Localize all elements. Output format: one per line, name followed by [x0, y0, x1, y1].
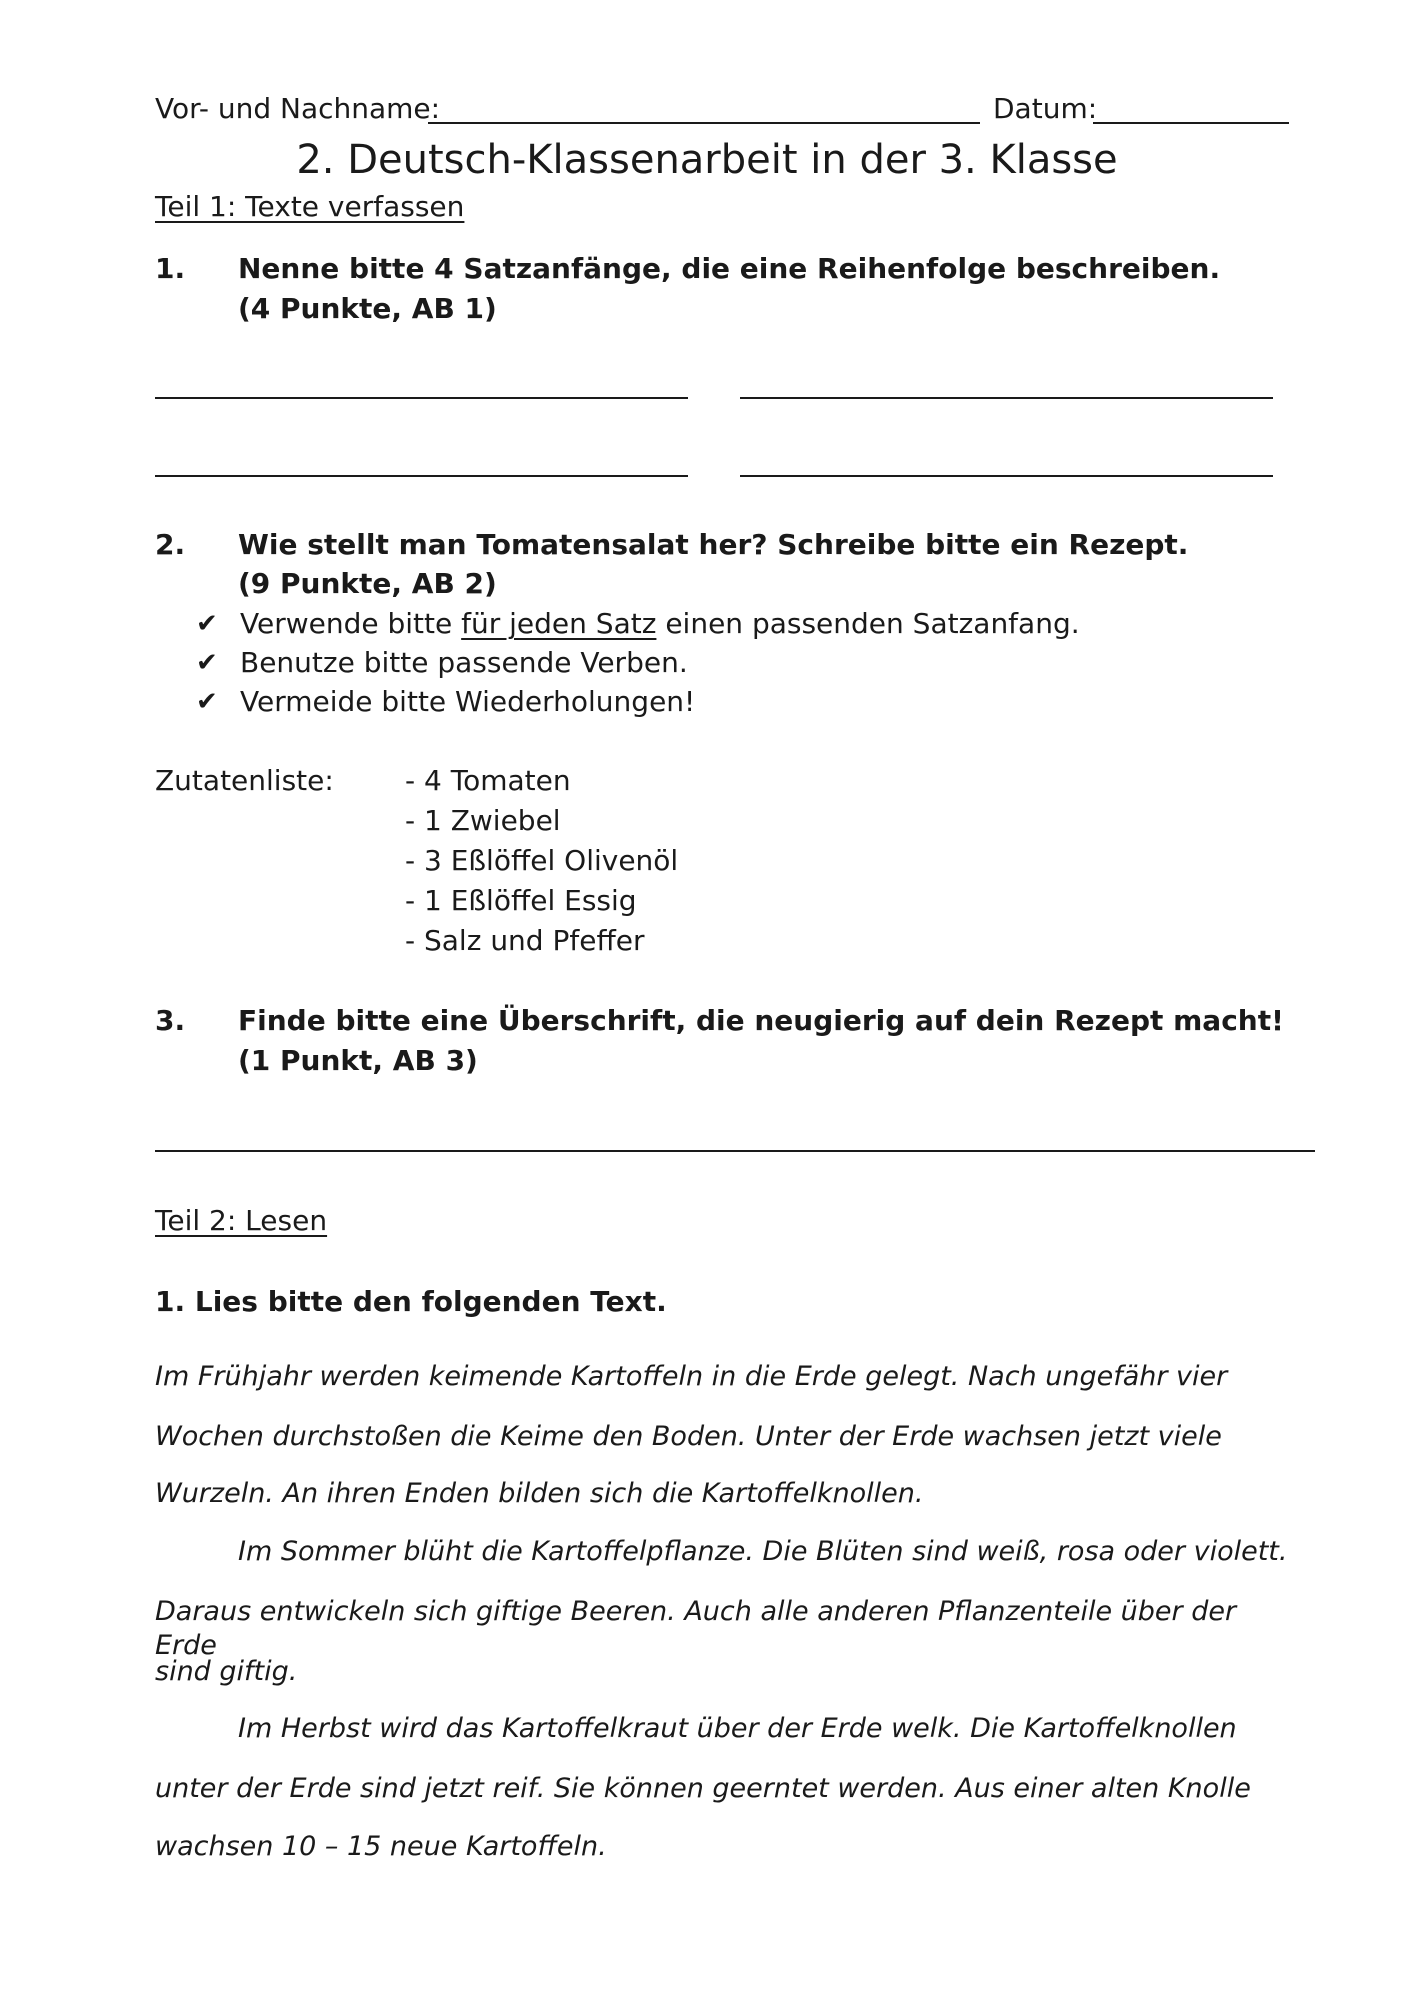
q3-text: Finde bitte eine Überschrift, die neugierig auf dein Rezept macht! [238, 1004, 1284, 1037]
bullet-1-part-b: einen passenden Satzanfang. [656, 607, 1080, 640]
q2-points: (9 Punkte, AB 2) [238, 567, 497, 600]
part2-heading: Teil 2: Lesen [155, 1204, 328, 1237]
bullet-1-part-a: Verwende bitte [240, 607, 462, 640]
bullet-2: Benutze bitte passende Verben. [240, 646, 688, 679]
reading-text-line: unter der Erde sind jetzt reif. Sie können geerntet werden. Aus einer alten Knolle [155, 1773, 1251, 1804]
name-label: Vor- und Nachname: [155, 92, 441, 125]
reading-text-line: Daraus entwickeln sich giftige Beeren. Auch alle anderen Pflanzenteile über der Erde [155, 1596, 1237, 1661]
ingredient-item: - Salz und Pfeffer [405, 924, 645, 957]
part1-heading: Teil 1: Texte verfassen [155, 190, 465, 223]
part2-task: 1. Lies bitte den folgenden Text. [155, 1285, 667, 1318]
date-field-line[interactable] [1093, 122, 1289, 124]
answer-line[interactable] [740, 475, 1273, 477]
ingredient-item: - 4 Tomaten [405, 764, 571, 797]
reading-text-line: Im Herbst wird das Kartoffelkraut über der Erde welk. Die Kartoffelknollen [238, 1713, 1237, 1744]
headline-answer-line[interactable] [155, 1150, 1315, 1152]
bullet-1 [240, 607, 1080, 641]
reading-text-line: Im Frühjahr werden keimende Kartoffeln in die Erde gelegt. Nach ungefähr vier [155, 1361, 1228, 1392]
date-label: Datum: [993, 92, 1098, 125]
answer-line[interactable] [155, 397, 688, 399]
reading-text-line: wachsen 10 – 15 neue Kartoffeln. [155, 1831, 607, 1862]
checkmark-icon: ✔ [196, 648, 218, 678]
ingredients-label: Zutatenliste: [155, 764, 334, 797]
ingredient-item: - 1 Zwiebel [405, 804, 561, 837]
ingredient-item: - 1 Eßlöffel Essig [405, 884, 637, 917]
q2-number: 2. [155, 528, 186, 561]
bullet-1-emphasis: für jeden Satz [461, 607, 657, 640]
q3-points: (1 Punkt, AB 3) [238, 1044, 478, 1077]
q3-number: 3. [155, 1004, 186, 1037]
reading-text-line: Im Sommer blüht die Kartoffelpflanze. Die Blüten sind weiß, rosa oder violett. [238, 1536, 1288, 1567]
name-field-line[interactable] [428, 122, 980, 124]
answer-line[interactable] [155, 475, 688, 477]
reading-text-line: sind giftig. [155, 1656, 298, 1687]
reading-text-line: Wurzeln. An ihren Enden bilden sich die Kartoffelknollen. [155, 1478, 924, 1509]
reading-text-line: Wochen durchstoßen die Keime den Boden. Unter der Erde wachsen jetzt viele [155, 1421, 1222, 1452]
checkmark-icon: ✔ [196, 609, 218, 639]
q2-text: Wie stellt man Tomatensalat her? Schreibe bitte ein Rezept. [238, 528, 1189, 561]
bullet-3: Vermeide bitte Wiederholungen! [240, 685, 696, 718]
q1-points: (4 Punkte, AB 1) [238, 292, 497, 325]
q1-number: 1. [155, 252, 186, 285]
ingredient-item: - 3 Eßlöffel Olivenöl [405, 844, 679, 877]
checkmark-icon: ✔ [196, 687, 218, 717]
q1-text: Nenne bitte 4 Satzanfänge, die eine Reihenfolge beschreiben. [238, 252, 1221, 285]
page-title: 2. Deutsch-Klassenarbeit in der 3. Klasse [296, 137, 1118, 183]
answer-line[interactable] [740, 397, 1273, 399]
